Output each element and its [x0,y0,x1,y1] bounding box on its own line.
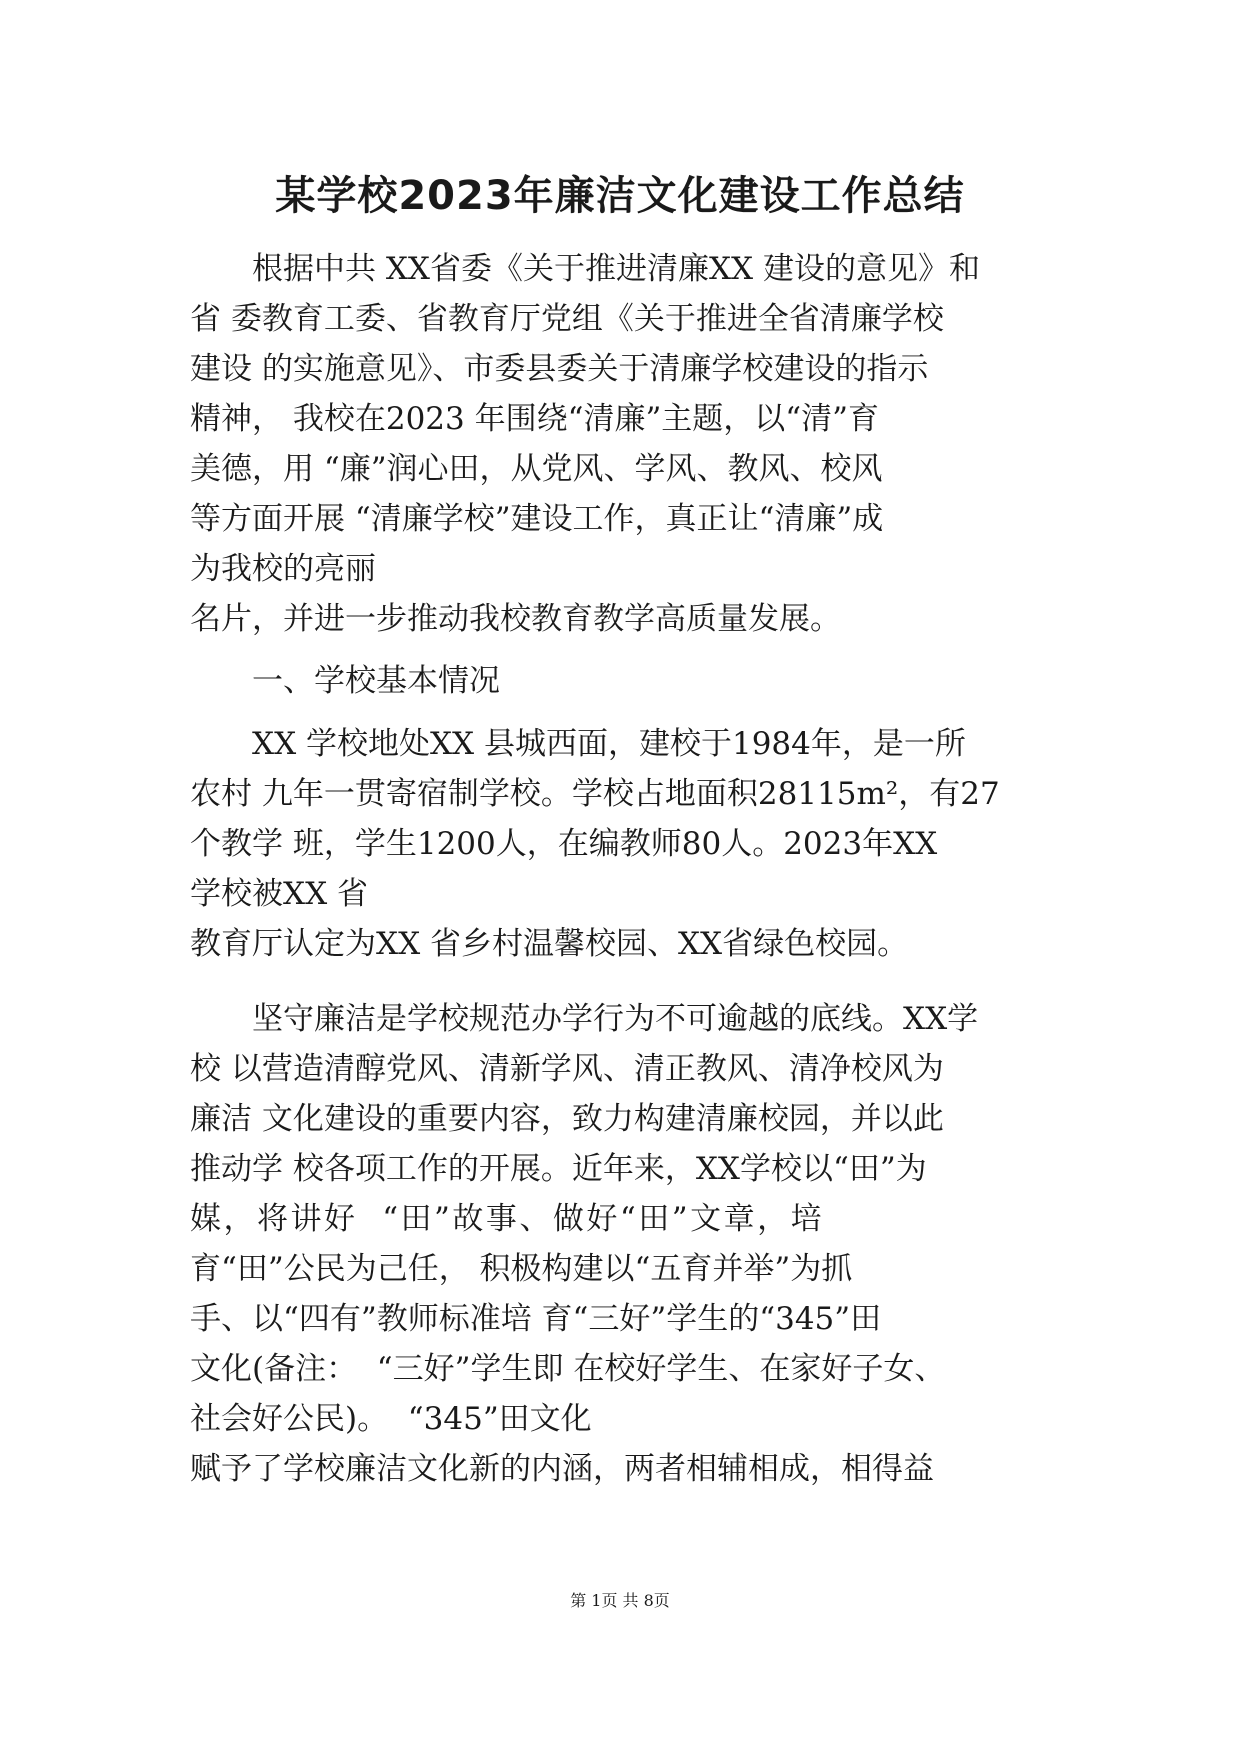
paragraph-line: 学校被XX 省 [190,876,368,912]
paragraph-line: 建设 的实施意见》、市委县委关于清廉学校建设的指示 [190,351,929,387]
paragraph-line: 个教学 班，学生1200人，在编教师80人。2023年XX [190,826,938,862]
paragraph-line: 社会好公民)。 “345”田文化 [190,1401,592,1437]
paragraph-line: 文化(备注： “三好”学生即 在校好学生、在家好子女、 [190,1351,946,1387]
paragraph-line: 教育厅认定为XX 省乡村温馨校园、XX省绿色校园。 [190,926,909,962]
document-title: 某学校2023年廉洁文化建设工作总结 [275,173,965,219]
paragraph-line: 农村 九年一贯寄宿制学校。学校占地面积28115m²，有27 [190,776,1000,812]
paragraph-line: 校 以营造清醇党风、清新学风、清正教风、清净校风为 [190,1051,944,1087]
section-heading: 一、学校基本情况 [252,663,500,699]
paragraph-line: 为我校的亮丽 [190,551,376,587]
paragraph-line: 推动学 校各项工作的开展。近年来，XX学校以“田”为 [190,1151,927,1187]
paragraph-line: 赋予了学校廉洁文化新的内涵，两者相辅相成，相得益 [190,1451,934,1487]
paragraph-line: 名片，并进一步推动我校教育教学高质量发展。 [190,601,841,637]
paragraph-line: 根据中共 XX省委《关于推进清廉XX 建设的意见》和 [252,251,980,287]
paragraph-line: 廉洁 文化建设的重要内容，致力构建清廉校园，并以此 [190,1101,944,1137]
paragraph-line: 等方面开展 “清廉学校”建设工作，真正让“清廉”成 [190,501,884,537]
paragraph-line: 精神， 我校在2023 年围绕“清廉”主题，以“清”育 [190,401,879,437]
paragraph-line: XX 学校地处XX 县城西面，建校于1984年，是一所 [252,726,966,762]
paragraph-line: 坚守廉洁是学校规范办学行为不可逾越的底线。XX学 [252,1001,979,1037]
paragraph-line: 育“田”公民为己任， 积极构建以“五育并举”为抓 [190,1251,853,1287]
paragraph-line: 省 委教育工委、省教育厅党组《关于推进全省清廉学校 [190,301,944,337]
paragraph-line: 手、以“四有”教师标准培 育“三好”学生的“345”田 [190,1301,882,1337]
paragraph-line: 美德，用 “廉”润心田，从党风、学风、教风、校风 [190,451,883,487]
paragraph-line: 媒，将讲好 “田”故事、做好“田”文章，培 [190,1201,825,1237]
page-number-footer: 第 1页 共 8页 [570,1591,670,1610]
